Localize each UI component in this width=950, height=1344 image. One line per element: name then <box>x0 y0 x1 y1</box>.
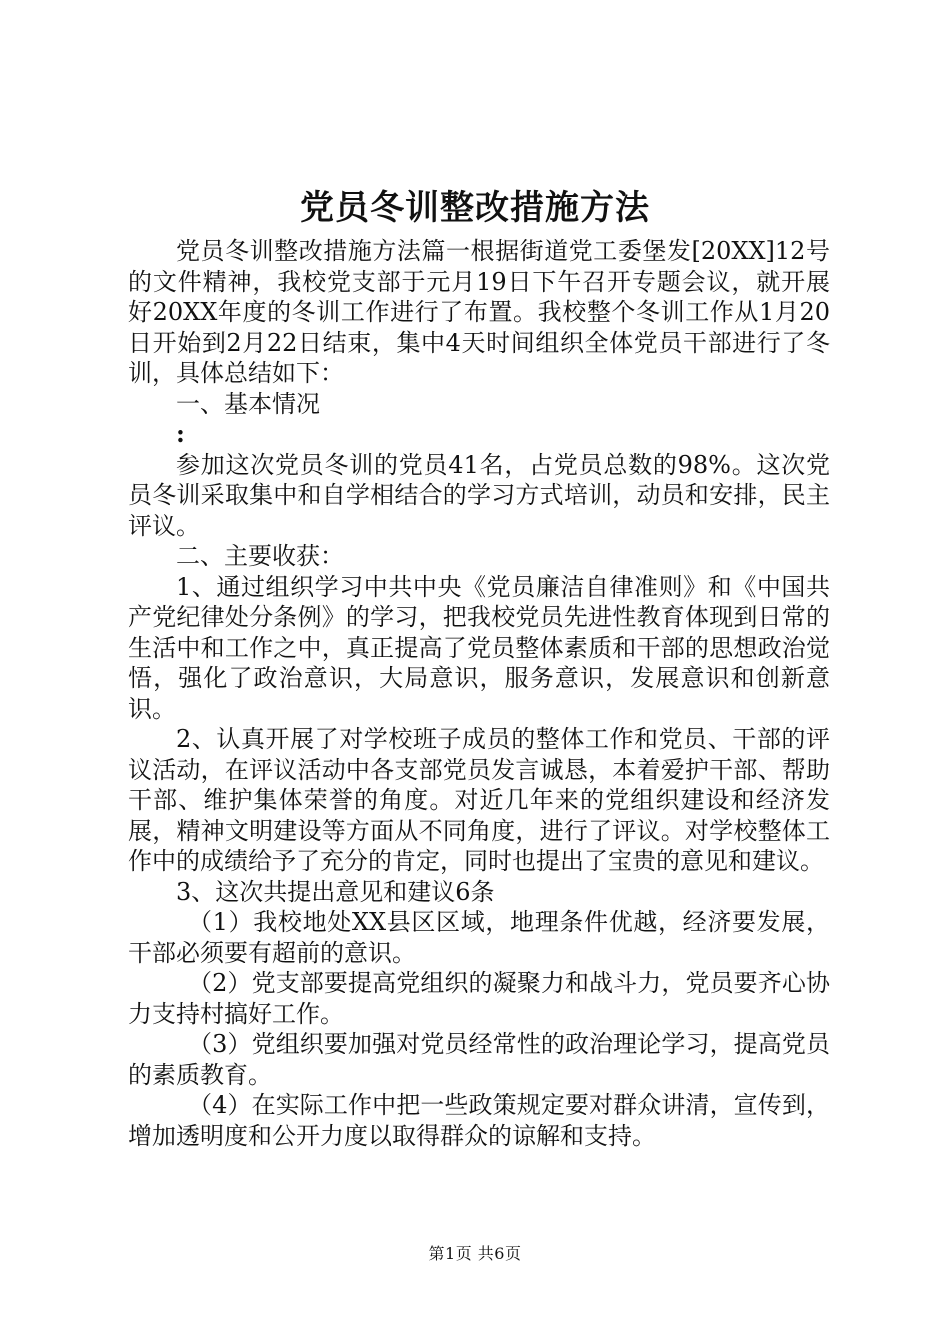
paragraph-gain-3: 3、这次共提出意见和建议6条 <box>176 877 495 906</box>
suggestion-4: （4）在实际工作中把一些政策规定要对群众讲清，宣传到，增加透明度和公开力度以取得群众的谅解和支持。 <box>128 1091 830 1150</box>
paragraph-gain-2: 2、认真开展了对学校班子成员的整体工作和党员、干部的评议活动，在评议活动中各支部党员发言诚恳，本着爱护干部、帮助干部、维护集体荣誉的角度。对近几年来的党组织建设和经济发展，精神文明建设等方面从不同角度，进行了评议。对学校整体工作中的成绩给予了充分的肯定，同时也提出了宝贵的意见和建议。 <box>128 725 830 875</box>
page-footer: 第1页 共6页 <box>428 1244 522 1263</box>
section-heading-basic: 一、基本情况 <box>176 389 320 418</box>
paragraph-gain-1: 1、通过组织学习中共中央《党员廉洁自律准则》和《中国共产党纪律处分条例》的学习，把我校党员先进性教育体现到日常的生活中和工作之中，真正提高了党员整体素质和干部的思想政治觉悟，强化了政治意识，大局意识，服务意识，发展意识和创新意识。 <box>128 572 830 723</box>
section-heading-gains: 二、主要收获： <box>176 542 344 570</box>
suggestion-3: （3）党组织要加强对党员经常性的政治理论学习，提高党员的素质教育。 <box>128 1030 830 1089</box>
document-body <box>128 236 830 1151</box>
suggestion-1: （1）我校地处XX县区区域，地理条件优越，经济要发展，干部必须要有超前的意识。 <box>128 908 830 967</box>
document-title: 党员冬训整改措施方法 <box>300 188 650 228</box>
stray-colon: : <box>176 419 185 448</box>
paragraph-intro: 党员冬训整改措施方法篇一根据街道党工委堡发[20XX]12号的文件精神，我校党支部于元月19日下午召开专题会议，就开展好20XX年度的冬训工作进行了布置。我校整个冬训工作从1月20日开始到2月22日结束，集中4天时间组织全体党员干部进行了冬训，具体总结如下： <box>128 237 830 387</box>
paragraph-attendance: 参加这次党员冬训的党员41名，占党员总数的98%。这次党员冬训采取集中和自学相结合的学习方式培训，动员和安排，民主评议。 <box>128 450 830 540</box>
suggestion-2: （2）党支部要提高党组织的凝聚力和战斗力，党员要齐心协力支持村搞好工作。 <box>128 969 830 1028</box>
